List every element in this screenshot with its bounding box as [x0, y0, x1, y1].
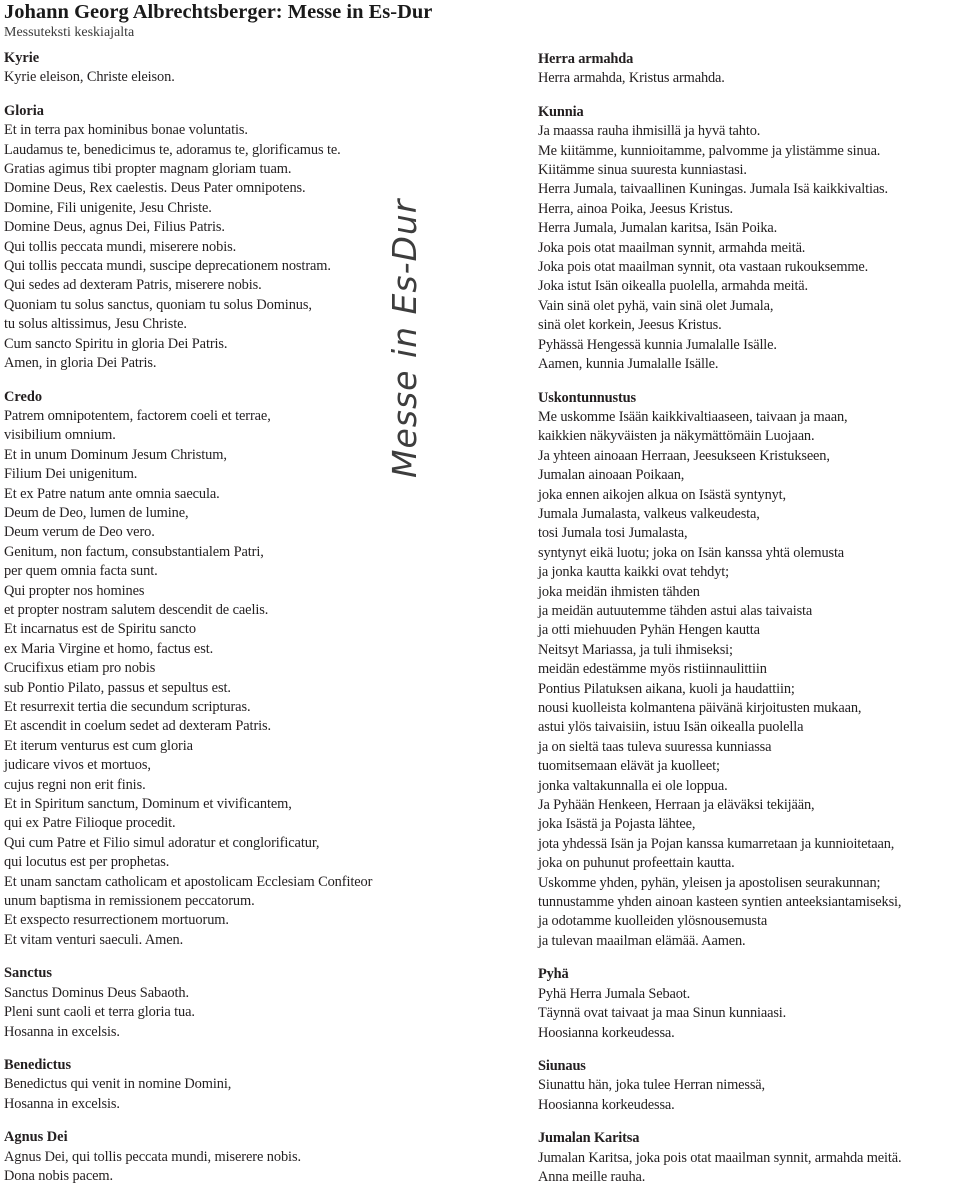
- latin-text-line: qui locutus est per prophetas.: [4, 854, 170, 871]
- latin-text-line: tu solus altissimus, Jesu Christe.: [4, 316, 187, 333]
- finnish-text-line: Joka pois otat maailman synnit, ota vastaan rukouksemme.: [538, 259, 869, 276]
- finnish-text-line: ja jonka kautta kaikki ovat tehdyt;: [538, 564, 729, 581]
- latin-text-line: Amen, in gloria Dei Patris.: [4, 355, 157, 372]
- latin-text-line: Et in Spiritum sanctum, Dominum et vivificantem,: [4, 796, 292, 813]
- document-title: Johann Georg Albrechtsberger: Messe in Es-Dur: [4, 1, 433, 23]
- latin-text-line: cujus regni non erit finis.: [4, 776, 146, 793]
- finnish-text-line: Ja yhteen ainoaan Herraan, Jeesukseen Kristukseen,: [538, 447, 830, 464]
- finnish-text-line: jonka valtakunnalla ei ole loppua.: [538, 777, 728, 794]
- finnish-text-line: Pyhä Herra Jumala Sebaot.: [538, 985, 691, 1002]
- finnish-text-line: ja odotamme kuolleiden ylösnousemusta: [538, 913, 768, 930]
- finnish-text-line: ja otti miehuuden Pyhän Hengen kautta: [538, 622, 760, 639]
- finnish-text-line: ja on sieltä taas tuleva suuressa kunniassa: [538, 738, 772, 755]
- latin-text-line: Patrem omnipotentem, factorem coeli et terrae,: [4, 407, 271, 424]
- latin-text-line: Domine Deus, Rex caelestis. Deus Pater omnipotens.: [4, 180, 306, 197]
- finnish-text-line: Jumalan Karitsa, joka pois otat maailman synnit, armahda meitä.: [538, 1149, 902, 1166]
- latin-text-line: Qui sedes ad dexteram Patris, miserere nobis.: [4, 277, 262, 294]
- finnish-text-line: Herra, ainoa Poika, Jeesus Kristus.: [538, 200, 733, 217]
- finnish-text-line: Herra Jumala, taivaallinen Kuningas. Jumala Isä kaikkivaltias.: [538, 181, 888, 198]
- latin-text-line: Et unam sanctam catholicam et apostolicam Ecclesiam Confiteor: [4, 873, 373, 890]
- latin-text-line: unum baptisma in remissionem peccatorum.: [4, 893, 255, 910]
- finnish-section: [538, 965, 960, 1043]
- finnish-text-line: joka ennen aikojen alkua on Isästä syntynyt,: [538, 486, 786, 503]
- latin-text-line: Dona nobis pacem.: [4, 1167, 113, 1184]
- latin-text-line: Et iterum venturus est cum gloria: [4, 737, 193, 754]
- latin-text-line: Deum de Deo, lumen de lumine,: [4, 504, 189, 521]
- finnish-text-line: ja tulevan maailman elämää. Aamen.: [538, 932, 746, 949]
- latin-text-line: Hosanna in excelsis.: [4, 1023, 120, 1040]
- latin-section-title: Sanctus: [4, 965, 52, 982]
- finnish-text-line: astui ylös taivaisiin, istuu Isän oikealla puolella: [538, 719, 804, 736]
- finnish-text-line: joka on puhunut profeettain kautta.: [538, 855, 735, 872]
- finnish-section-title: Pyhä: [538, 966, 569, 983]
- latin-section: [4, 388, 444, 951]
- finnish-text-line: tuomitsemaan elävät ja kuolleet;: [538, 758, 720, 775]
- finnish-text-line: Vain sinä olet pyhä, vain sinä olet Jumala,: [538, 297, 774, 314]
- finnish-text-line: Uskomme yhden, pyhän, yleisen ja apostolisen seurakunnan;: [538, 874, 881, 891]
- latin-text-column: [4, 49, 444, 1200]
- latin-text-line: Quoniam tu solus sanctus, quoniam tu solus Dominus,: [4, 296, 312, 313]
- finnish-section-title: Kunnia: [538, 103, 584, 120]
- finnish-text-line: Pontius Pilatuksen aikana, kuoli ja haudattiin;: [538, 680, 795, 697]
- finnish-section: [538, 103, 960, 375]
- finnish-text-line: tosi Jumala tosi Jumalasta,: [538, 525, 688, 542]
- latin-text-line: Et exspecto resurrectionem mortuorum.: [4, 912, 229, 929]
- finnish-text-line: Me kiitämme, kunnioitamme, palvomme ja ylistämme sinua.: [538, 142, 881, 159]
- vertical-side-title: Messe in Es-Dur: [385, 198, 424, 478]
- document-header: [4, 0, 432, 42]
- finnish-text-line: Ja Pyhään Henkeen, Herraan ja eläväksi tekijään,: [538, 797, 815, 814]
- finnish-text-line: meidän edestämme myös ristiinnaulittiin: [538, 661, 767, 678]
- latin-text-line: Hosanna in excelsis.: [4, 1095, 120, 1112]
- latin-text-line: Et in unum Dominum Jesum Christum,: [4, 446, 227, 463]
- latin-text-line: Qui propter nos homines: [4, 582, 145, 599]
- finnish-text-line: Hoosianna korkeudessa.: [538, 1096, 675, 1113]
- latin-text-line: Qui tollis peccata mundi, miserere nobis.: [4, 238, 237, 255]
- latin-text-line: et propter nostram salutem descendit de caelis.: [4, 601, 269, 618]
- latin-section: [4, 1056, 444, 1114]
- latin-text-line: Pleni sunt caoli et terra gloria tua.: [4, 1004, 195, 1021]
- finnish-text-line: joka meidän ihmisten tähden: [538, 583, 700, 600]
- finnish-section-title: Jumalan Karitsa: [538, 1130, 640, 1147]
- finnish-text-line: Kiitämme sinua suuresta kunniastasi.: [538, 162, 747, 179]
- latin-section-title: Agnus Dei: [4, 1129, 68, 1146]
- finnish-text-line: Hoosianna korkeudessa.: [538, 1024, 675, 1041]
- latin-text-line: Et ascendit in coelum sedet ad dexteram Patris.: [4, 718, 272, 735]
- latin-text-line: Deum verum de Deo vero.: [4, 524, 155, 541]
- finnish-text-line: Joka pois otat maailman synnit, armahda meitä.: [538, 239, 806, 256]
- latin-text-line: Domine Deus, agnus Dei, Filius Patris.: [4, 219, 225, 236]
- finnish-text-line: Anna meille rauha.: [538, 1168, 646, 1185]
- latin-text-line: Crucifixus etiam pro nobis: [4, 660, 156, 677]
- latin-section-title: Gloria: [4, 102, 44, 119]
- latin-text-line: Et incarnatus est de Spiritu sancto: [4, 621, 196, 638]
- latin-text-line: Domine, Fili unigenite, Jesu Christe.: [4, 199, 212, 216]
- latin-text-line: Et in terra pax hominibus bonae voluntatis.: [4, 122, 248, 139]
- latin-section: [4, 49, 444, 88]
- finnish-text-line: Herra Jumala, Jumalan karitsa, Isän Poika.: [538, 220, 778, 237]
- latin-text-line: Kyrie eleison, Christe eleison.: [4, 69, 175, 86]
- latin-text-line: Filium Dei unigenitum.: [4, 466, 138, 483]
- latin-section: [4, 102, 444, 374]
- latin-text-line: Et ex Patre natum ante omnia saecula.: [4, 485, 220, 502]
- latin-text-line: ex Maria Virgine et homo, factus est.: [4, 640, 214, 657]
- latin-text-line: per quem omnia facta sunt.: [4, 563, 158, 580]
- finnish-section-title: Herra armahda: [538, 51, 634, 67]
- latin-text-line: Sanctus Dominus Deus Sabaoth.: [4, 984, 189, 1001]
- finnish-text-line: syntynyt eikä luotu; joka on Isän kanssa yhtä olemusta: [538, 544, 845, 561]
- latin-section-title: Credo: [4, 388, 43, 405]
- latin-text-line: Genitum, non factum, consubstantialem Patri,: [4, 543, 264, 560]
- finnish-text-line: Neitsyt Mariassa, ja tuli ihmiseksi;: [538, 641, 733, 658]
- finnish-text-line: nousi kuolleista kolmantena päivänä kirjoitusten mukaan,: [538, 700, 862, 716]
- latin-section: [4, 964, 444, 1042]
- finnish-text-line: Me uskomme Isään kaikkivaltiaaseen, taivaan ja maan,: [538, 408, 848, 425]
- finnish-text-line: jota yhdessä Isän ja Pojan kanssa kumarretaan ja kunnioitetaan,: [538, 835, 895, 852]
- latin-text-line: Qui cum Patre et Filio simul adoratur et conglorificatur,: [4, 834, 320, 851]
- finnish-text-line: sinä olet korkein, Jeesus Kristus.: [538, 317, 722, 334]
- latin-section-title: Benedictus: [4, 1056, 72, 1073]
- latin-text-line: sub Pontio Pilato, passus et sepultus est.: [4, 679, 231, 696]
- finnish-section: [538, 50, 960, 89]
- latin-text-line: visibilium omnium.: [4, 427, 116, 444]
- finnish-section: [538, 1129, 960, 1187]
- latin-text-line: Agnus Dei, qui tollis peccata mundi, miserere nobis.: [4, 1148, 301, 1165]
- finnish-section-title: Uskontunnustus: [538, 389, 636, 406]
- finnish-section: [538, 389, 960, 952]
- latin-text-line: Gratias agimus tibi propter magnam gloriam tuam.: [4, 161, 292, 178]
- finnish-text-line: Siunattu hän, joka tulee Herran nimessä,: [538, 1077, 765, 1094]
- finnish-text-column: [538, 50, 960, 1201]
- finnish-text-line: Ja maassa rauha ihmisillä ja hyvä tahto.: [538, 123, 761, 140]
- latin-text-line: Benedictus qui venit in nomine Domini,: [4, 1076, 232, 1093]
- latin-text-line: Qui tollis peccata mundi, suscipe deprecationem nostram.: [4, 258, 331, 275]
- finnish-text-line: Täynnä ovat taivaat ja maa Sinun kunniaasi.: [538, 1005, 787, 1022]
- finnish-section-title: Siunaus: [538, 1057, 586, 1074]
- finnish-text-line: joka Isästä ja Pojasta lähtee,: [538, 816, 696, 833]
- finnish-text-line: Jumalan ainoaan Poikaan,: [538, 467, 685, 484]
- finnish-text-line: kaikkien näkyväisten ja näkymättömäin Luojaan.: [538, 428, 815, 445]
- latin-text-line: Et resurrexit tertia die secundum scripturas.: [4, 699, 251, 715]
- latin-text-line: qui ex Patre Filioque procedit.: [4, 815, 176, 832]
- latin-text-line: Et vitam venturi saeculi. Amen.: [4, 931, 184, 948]
- finnish-text-line: ja meidän autuutemme tähden astui alas taivaista: [538, 602, 813, 619]
- latin-text-line: judicare vivos et mortuos,: [4, 757, 151, 774]
- latin-section: [4, 1128, 444, 1186]
- finnish-text-line: Joka istut Isän oikealla puolella, armahda meitä.: [538, 278, 808, 295]
- finnish-text-line: Aamen, kunnia Jumalalle Isälle.: [538, 356, 719, 373]
- finnish-section: [538, 1057, 960, 1115]
- latin-section-title: Kyrie: [4, 50, 40, 66]
- finnish-text-line: Herra armahda, Kristus armahda.: [538, 70, 725, 87]
- document-subtitle: Messuteksti keskiajalta: [4, 25, 135, 40]
- latin-text-line: Laudamus te, benedicimus te, adoramus te, glorificamus te.: [4, 141, 341, 158]
- finnish-text-line: tunnustamme yhden ainoan kasteen syntien anteeksiantamiseksi,: [538, 894, 902, 911]
- latin-text-line: Cum sancto Spiritu in gloria Dei Patris.: [4, 335, 228, 352]
- finnish-text-line: Jumala Jumalasta, valkeus valkeudesta,: [538, 505, 760, 522]
- finnish-text-line: Pyhässä Hengessä kunnia Jumalalle Isälle.: [538, 336, 777, 353]
